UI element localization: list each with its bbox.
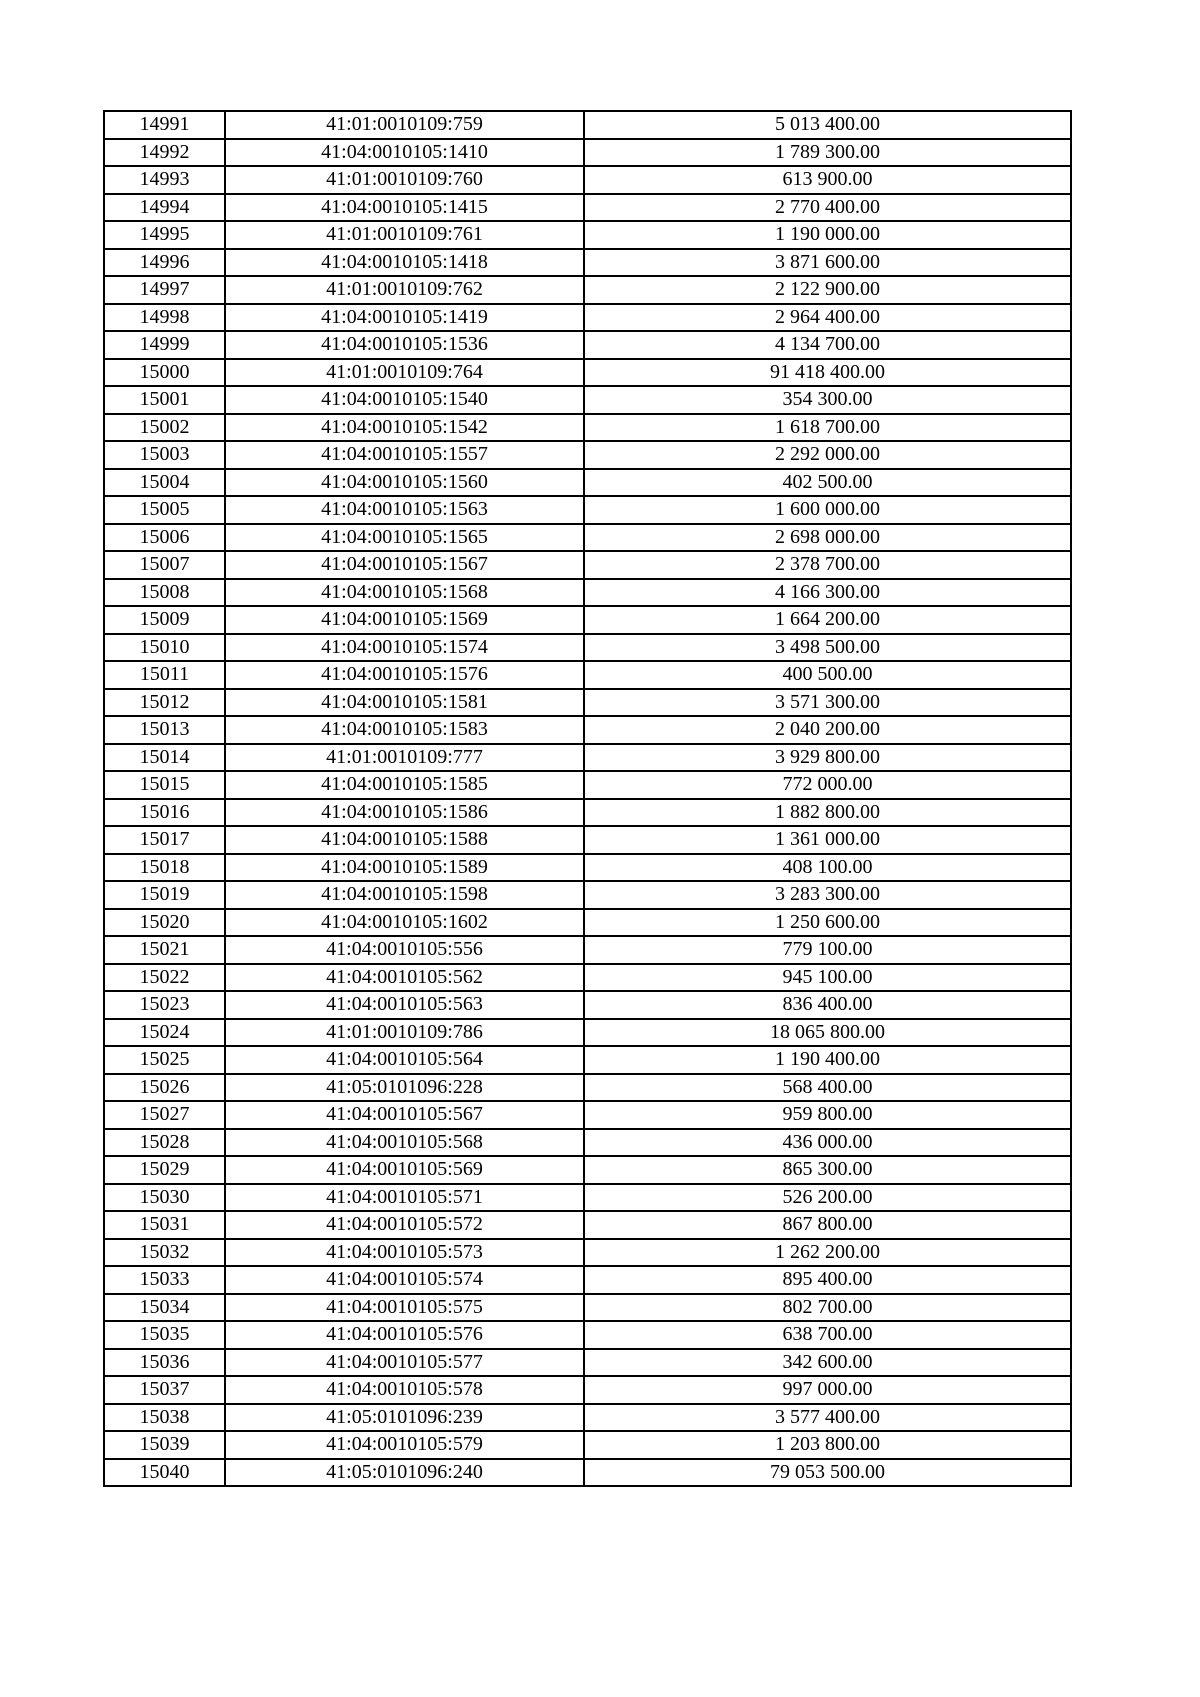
cadastral-value-cell: 1 600 000.00: [584, 496, 1071, 524]
cadastral-value-cell: 568 400.00: [584, 1074, 1071, 1102]
cadastral-value-cell: 3 498 500.00: [584, 634, 1071, 662]
cadastral-value-cell: 91 418 400.00: [584, 359, 1071, 387]
row-number-cell: 15013: [104, 716, 225, 744]
row-number-cell: 15022: [104, 964, 225, 992]
table-row: [104, 1019, 1071, 1047]
table-row: [104, 1239, 1071, 1267]
cadastral-number-cell: 41:01:0010109:777: [225, 744, 584, 772]
cadastral-value-cell: 4 166 300.00: [584, 579, 1071, 607]
row-number-cell: 15002: [104, 414, 225, 442]
cadastral-value-cell: 18 065 800.00: [584, 1019, 1071, 1047]
table-row: [104, 634, 1071, 662]
cadastral-number-cell: 41:01:0010109:786: [225, 1019, 584, 1047]
table-row: [104, 551, 1071, 579]
table-row: [104, 249, 1071, 277]
table-row: [104, 469, 1071, 497]
cadastral-number-cell: 41:01:0010109:760: [225, 166, 584, 194]
cadastral-number-cell: 41:04:0010105:1586: [225, 799, 584, 827]
cadastral-value-cell: 836 400.00: [584, 991, 1071, 1019]
cadastral-number-cell: 41:04:0010105:573: [225, 1239, 584, 1267]
cadastral-value-cell: 79 053 500.00: [584, 1459, 1071, 1487]
table-row: [104, 991, 1071, 1019]
cadastral-number-cell: 41:01:0010109:761: [225, 221, 584, 249]
table-row: [104, 1129, 1071, 1157]
table-row: [104, 606, 1071, 634]
row-number-cell: 15038: [104, 1404, 225, 1432]
cadastral-number-cell: 41:05:0101096:240: [225, 1459, 584, 1487]
cadastral-value-cell: 779 100.00: [584, 936, 1071, 964]
cadastral-value-cell: 1 882 800.00: [584, 799, 1071, 827]
row-number-cell: 15018: [104, 854, 225, 882]
cadastral-value-cell: 802 700.00: [584, 1294, 1071, 1322]
cadastral-value-cell: 2 770 400.00: [584, 194, 1071, 222]
cadastral-value-cell: 3 571 300.00: [584, 689, 1071, 717]
cadastral-value-cell: 3 577 400.00: [584, 1404, 1071, 1432]
row-number-cell: 15035: [104, 1321, 225, 1349]
table-row: [104, 359, 1071, 387]
cadastral-value-cell: 1 190 400.00: [584, 1046, 1071, 1074]
cadastral-value-cell: 959 800.00: [584, 1101, 1071, 1129]
row-number-cell: 15039: [104, 1431, 225, 1459]
table-row: [104, 1404, 1071, 1432]
row-number-cell: 15032: [104, 1239, 225, 1267]
row-number-cell: 15012: [104, 689, 225, 717]
table-body: [104, 111, 1071, 1486]
row-number-cell: 15031: [104, 1211, 225, 1239]
table-row: [104, 1184, 1071, 1212]
row-number-cell: 15036: [104, 1349, 225, 1377]
cadastral-value-cell: 1 789 300.00: [584, 139, 1071, 167]
row-number-cell: 15033: [104, 1266, 225, 1294]
cadastral-number-cell: 41:04:0010105:1589: [225, 854, 584, 882]
cadastral-value-table: [103, 110, 1072, 1487]
cadastral-number-cell: 41:01:0010109:762: [225, 276, 584, 304]
row-number-cell: 15015: [104, 771, 225, 799]
row-number-cell: 15027: [104, 1101, 225, 1129]
row-number-cell: 14994: [104, 194, 225, 222]
cadastral-number-cell: 41:01:0010109:764: [225, 359, 584, 387]
cadastral-number-cell: 41:04:0010105:1540: [225, 386, 584, 414]
row-number-cell: 15011: [104, 661, 225, 689]
cadastral-number-cell: 41:04:0010105:1583: [225, 716, 584, 744]
cadastral-number-cell: 41:04:0010105:1536: [225, 331, 584, 359]
row-number-cell: 14996: [104, 249, 225, 277]
cadastral-value-cell: 408 100.00: [584, 854, 1071, 882]
row-number-cell: 15010: [104, 634, 225, 662]
table-row: [104, 1349, 1071, 1377]
cadastral-value-cell: 526 200.00: [584, 1184, 1071, 1212]
row-number-cell: 15006: [104, 524, 225, 552]
cadastral-number-cell: 41:04:0010105:1588: [225, 826, 584, 854]
table-row: [104, 194, 1071, 222]
cadastral-number-cell: 41:04:0010105:567: [225, 1101, 584, 1129]
cadastral-number-cell: 41:04:0010105:578: [225, 1376, 584, 1404]
cadastral-value-cell: 3 871 600.00: [584, 249, 1071, 277]
cadastral-number-cell: 41:04:0010105:564: [225, 1046, 584, 1074]
table-row: [104, 716, 1071, 744]
table-row: [104, 1046, 1071, 1074]
cadastral-value-cell: 402 500.00: [584, 469, 1071, 497]
table-row: [104, 689, 1071, 717]
table-row: [104, 304, 1071, 332]
cadastral-number-cell: 41:04:0010105:569: [225, 1156, 584, 1184]
table-row: [104, 221, 1071, 249]
table-row: [104, 1211, 1071, 1239]
cadastral-number-cell: 41:04:0010105:1410: [225, 139, 584, 167]
table-row: [104, 1431, 1071, 1459]
cadastral-value-cell: 895 400.00: [584, 1266, 1071, 1294]
cadastral-value-cell: 354 300.00: [584, 386, 1071, 414]
row-number-cell: 15003: [104, 441, 225, 469]
cadastral-number-cell: 41:04:0010105:1574: [225, 634, 584, 662]
cadastral-number-cell: 41:04:0010105:1598: [225, 881, 584, 909]
cadastral-value-cell: 2 698 000.00: [584, 524, 1071, 552]
table-row: [104, 441, 1071, 469]
cadastral-number-cell: 41:04:0010105:1565: [225, 524, 584, 552]
row-number-cell: 15021: [104, 936, 225, 964]
table-row: [104, 1266, 1071, 1294]
cadastral-number-cell: 41:04:0010105:1585: [225, 771, 584, 799]
row-number-cell: 15009: [104, 606, 225, 634]
cadastral-value-cell: 1 618 700.00: [584, 414, 1071, 442]
row-number-cell: 15025: [104, 1046, 225, 1074]
cadastral-number-cell: 41:05:0101096:228: [225, 1074, 584, 1102]
table-row: [104, 579, 1071, 607]
table-row: [104, 936, 1071, 964]
cadastral-value-cell: 945 100.00: [584, 964, 1071, 992]
table-row: [104, 964, 1071, 992]
cadastral-value-cell: 2 292 000.00: [584, 441, 1071, 469]
row-number-cell: 15005: [104, 496, 225, 524]
row-number-cell: 15016: [104, 799, 225, 827]
cadastral-number-cell: 41:04:0010105:1568: [225, 579, 584, 607]
table-row: [104, 826, 1071, 854]
cadastral-value-cell: 436 000.00: [584, 1129, 1071, 1157]
cadastral-value-cell: 613 900.00: [584, 166, 1071, 194]
cadastral-value-cell: 867 800.00: [584, 1211, 1071, 1239]
table-row: [104, 799, 1071, 827]
cadastral-value-cell: 1 203 800.00: [584, 1431, 1071, 1459]
table-row: [104, 881, 1071, 909]
row-number-cell: 15026: [104, 1074, 225, 1102]
cadastral-value-cell: 865 300.00: [584, 1156, 1071, 1184]
cadastral-value-cell: 772 000.00: [584, 771, 1071, 799]
table-row: [104, 166, 1071, 194]
cadastral-value-cell: 1 262 200.00: [584, 1239, 1071, 1267]
row-number-cell: 15040: [104, 1459, 225, 1487]
cadastral-number-cell: 41:04:0010105:1581: [225, 689, 584, 717]
table-row: [104, 1376, 1071, 1404]
table-row: [104, 771, 1071, 799]
row-number-cell: 15019: [104, 881, 225, 909]
cadastral-number-cell: 41:04:0010105:575: [225, 1294, 584, 1322]
cadastral-value-cell: 2 122 900.00: [584, 276, 1071, 304]
table-row: [104, 386, 1071, 414]
table-row: [104, 1459, 1071, 1487]
cadastral-number-cell: 41:04:0010105:1576: [225, 661, 584, 689]
cadastral-value-cell: 1 190 000.00: [584, 221, 1071, 249]
cadastral-value-cell: 2 964 400.00: [584, 304, 1071, 332]
cadastral-number-cell: 41:04:0010105:568: [225, 1129, 584, 1157]
table-row: [104, 661, 1071, 689]
table-row: [104, 111, 1071, 139]
row-number-cell: 15029: [104, 1156, 225, 1184]
cadastral-value-cell: 1 361 000.00: [584, 826, 1071, 854]
row-number-cell: 15024: [104, 1019, 225, 1047]
row-number-cell: 15014: [104, 744, 225, 772]
table-row: [104, 854, 1071, 882]
row-number-cell: 15037: [104, 1376, 225, 1404]
cadastral-value-cell: 1 664 200.00: [584, 606, 1071, 634]
table-row: [104, 1321, 1071, 1349]
cadastral-number-cell: 41:04:0010105:556: [225, 936, 584, 964]
cadastral-number-cell: 41:04:0010105:1557: [225, 441, 584, 469]
row-number-cell: 14997: [104, 276, 225, 304]
cadastral-value-cell: 2 040 200.00: [584, 716, 1071, 744]
cadastral-number-cell: 41:04:0010105:1569: [225, 606, 584, 634]
cadastral-number-cell: 41:04:0010105:1542: [225, 414, 584, 442]
cadastral-number-cell: 41:04:0010105:576: [225, 1321, 584, 1349]
row-number-cell: 15030: [104, 1184, 225, 1212]
cadastral-number-cell: 41:04:0010105:1418: [225, 249, 584, 277]
row-number-cell: 15007: [104, 551, 225, 579]
cadastral-number-cell: 41:04:0010105:572: [225, 1211, 584, 1239]
row-number-cell: 14999: [104, 331, 225, 359]
cadastral-number-cell: 41:04:0010105:1567: [225, 551, 584, 579]
table-row: [104, 139, 1071, 167]
table-row: [104, 524, 1071, 552]
table-row: [104, 744, 1071, 772]
cadastral-value-cell: 1 250 600.00: [584, 909, 1071, 937]
cadastral-value-cell: 5 013 400.00: [584, 111, 1071, 139]
table-row: [104, 1156, 1071, 1184]
cadastral-number-cell: 41:04:0010105:563: [225, 991, 584, 1019]
table-row: [104, 496, 1071, 524]
table-row: [104, 1294, 1071, 1322]
row-number-cell: 15028: [104, 1129, 225, 1157]
table-row: [104, 331, 1071, 359]
cadastral-number-cell: 41:04:0010105:1415: [225, 194, 584, 222]
cadastral-number-cell: 41:04:0010105:577: [225, 1349, 584, 1377]
cadastral-number-cell: 41:04:0010105:1563: [225, 496, 584, 524]
table-row: [104, 1074, 1071, 1102]
row-number-cell: 15008: [104, 579, 225, 607]
cadastral-value-cell: 2 378 700.00: [584, 551, 1071, 579]
cadastral-number-cell: 41:05:0101096:239: [225, 1404, 584, 1432]
row-number-cell: 15020: [104, 909, 225, 937]
cadastral-number-cell: 41:04:0010105:571: [225, 1184, 584, 1212]
table-row: [104, 276, 1071, 304]
cadastral-number-cell: 41:04:0010105:562: [225, 964, 584, 992]
row-number-cell: 15000: [104, 359, 225, 387]
cadastral-number-cell: 41:04:0010105:574: [225, 1266, 584, 1294]
row-number-cell: 15034: [104, 1294, 225, 1322]
table-row: [104, 414, 1071, 442]
cadastral-number-cell: 41:01:0010109:759: [225, 111, 584, 139]
cadastral-number-cell: 41:04:0010105:1602: [225, 909, 584, 937]
row-number-cell: 14993: [104, 166, 225, 194]
table-row: [104, 1101, 1071, 1129]
row-number-cell: 14998: [104, 304, 225, 332]
row-number-cell: 15017: [104, 826, 225, 854]
row-number-cell: 14995: [104, 221, 225, 249]
cadastral-number-cell: 41:04:0010105:1419: [225, 304, 584, 332]
table-row: [104, 909, 1071, 937]
cadastral-value-cell: 3 283 300.00: [584, 881, 1071, 909]
cadastral-value-cell: 3 929 800.00: [584, 744, 1071, 772]
row-number-cell: 15023: [104, 991, 225, 1019]
cadastral-value-cell: 4 134 700.00: [584, 331, 1071, 359]
row-number-cell: 14991: [104, 111, 225, 139]
row-number-cell: 15004: [104, 469, 225, 497]
cadastral-number-cell: 41:04:0010105:579: [225, 1431, 584, 1459]
cadastral-value-cell: 997 000.00: [584, 1376, 1071, 1404]
row-number-cell: 15001: [104, 386, 225, 414]
cadastral-value-cell: 638 700.00: [584, 1321, 1071, 1349]
row-number-cell: 14992: [104, 139, 225, 167]
cadastral-value-cell: 342 600.00: [584, 1349, 1071, 1377]
cadastral-number-cell: 41:04:0010105:1560: [225, 469, 584, 497]
cadastral-value-cell: 400 500.00: [584, 661, 1071, 689]
